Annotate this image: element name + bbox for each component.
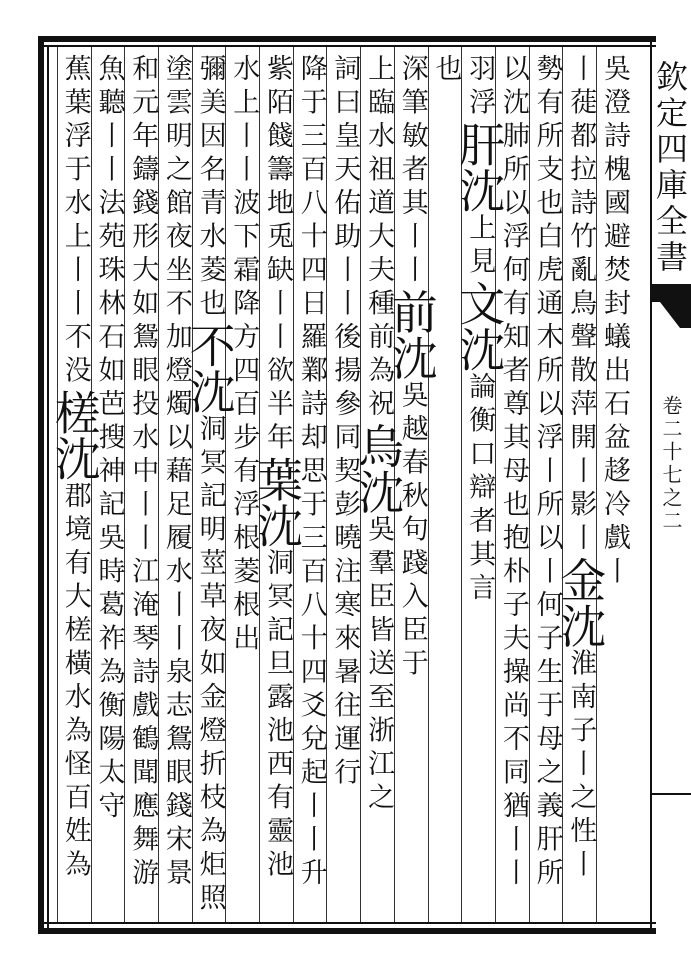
fishtail-mark-icon [640,284,691,328]
entry-heading: 葉沈 [250,456,304,548]
text-run: 丨蓰都拉詩竹亂鳥聲散萍開丨影丨 [565,54,597,557]
entry-heading: 前沈 [384,288,439,381]
text-run: 羽浮 [464,54,496,121]
text-run: 水上丨丨波下霜降 [228,54,260,322]
text-run: 洞冥記明莖草夜如金燈折枝為炬照 [194,414,226,917]
text-run: 洞冥記旦露池西有靈池 [262,548,293,883]
page-border-top [38,36,656,42]
text-run: 參同契彭曉注寒來暑往運行 [329,389,361,791]
text-column [47,54,102,920]
text-run: 搜神記吳時葛祚為衡陽太守 [93,422,125,825]
text-run: 彌美因名青水菱也 [194,54,226,322]
margin-tick-mark [652,793,691,795]
entry-heading: 文沈 [452,280,507,372]
text-run: 降于三百八十四日羅鄴詩却思 [295,54,327,490]
text-run: 詞曰皇天佑助丨丨後揚 [329,54,361,389]
book-title: 欽定四庫全書 [651,60,689,276]
text-run: 郡境有大槎橫水為怪百姓為 [59,481,91,883]
text-run: 以沈肺所以浮何有知者尊其母也抱朴子夫操尚不同猶丨丨 [497,54,529,892]
text-run: 魚聽丨丨法苑珠林石如芭 [93,54,125,423]
text-run: 吳澄詩槐國避焚封蟻出石盆趍冷戲丨 [599,54,630,590]
text-run: 淮南子丨之性丨 [565,648,597,883]
page-border-left-inner [47,45,49,934]
entry-heading: 不沈 [182,322,237,414]
text-run: 上臨水祖道大夫種前為祝 [363,54,395,423]
text-run: 紫陌餞籌地兎缺丨丨欲半年 [262,54,293,456]
text-run: 上見 [464,213,496,280]
text-run: 勢有所支也白虎通木所以浮丨所以丨何子生于母之義肝所 [531,54,563,892]
text-run: 吳羣臣皆送至浙江之 [363,514,395,816]
entry-heading: 金沈 [553,556,608,649]
text-run: 于三百八十四爻兌起丨丨升 [295,489,327,892]
entry-heading: 烏沈 [351,422,406,515]
page-border-bottom [38,928,656,934]
page-border-left [38,36,44,934]
text-run: 吳越春秋句踐入臣于 [396,380,428,682]
text-run: 和元年鑄錢形大如鴛眼投水中丨丨江淹琴詩戲鶴聞應舞游 [127,54,159,892]
text-run: 蕉葉浮于水上丨丨不没 [59,54,91,389]
text-run: 方四百步有浮根菱根出 [228,322,260,657]
text-run: 深筆敏者其丨丨 [396,54,428,289]
page-border-bottom-inner [38,922,656,924]
entry-heading: 槎沈 [47,389,102,481]
page-border-top-inner [38,45,656,47]
text-run: 論衡口辯者其言 [464,372,496,607]
text-run: 也 [430,54,462,88]
entry-heading: 肝沈 [452,121,507,213]
volume-label: 卷二十七之二 [659,395,683,533]
text-run: 塗雲明之館夜坐不加燈燭以藉足履水丨丨泉志鴛眼錢宋景 [160,54,192,892]
